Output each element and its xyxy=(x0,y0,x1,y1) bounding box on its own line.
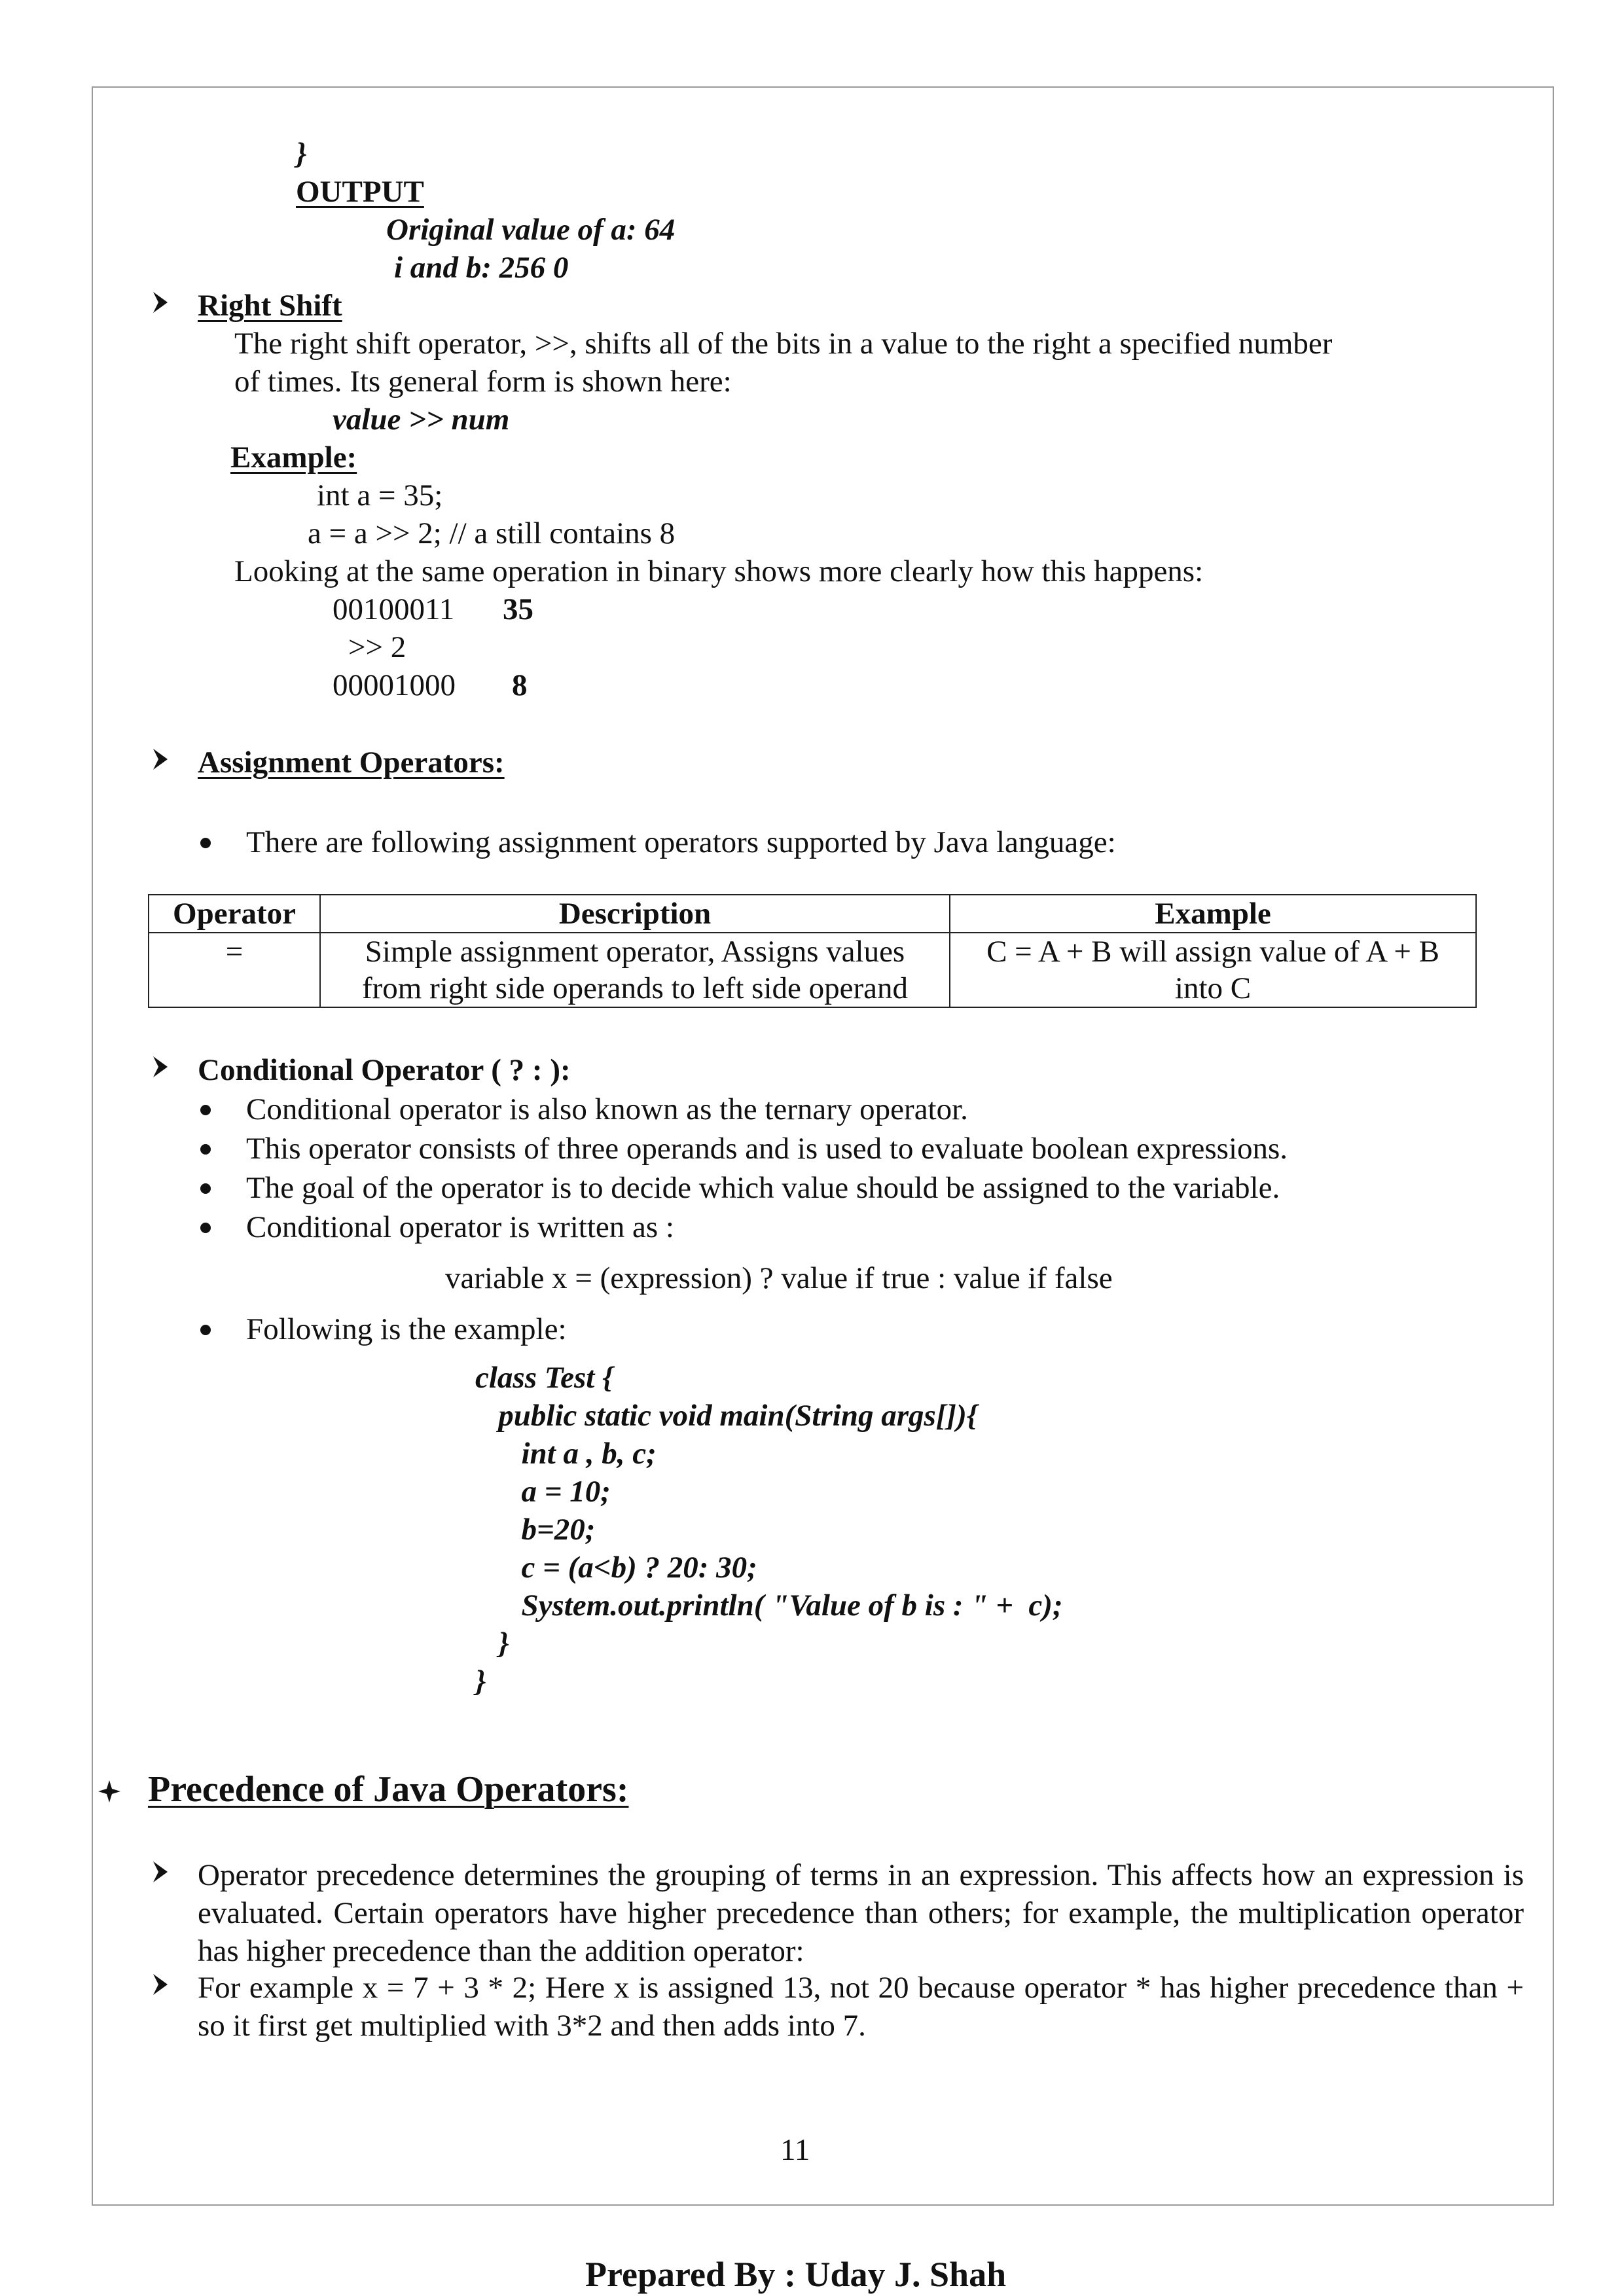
output-label: OUTPUT xyxy=(296,175,424,209)
diamond-bullet-icon xyxy=(98,1780,120,1803)
arrow-bullet-icon xyxy=(152,1860,169,1884)
arrow-bullet-icon xyxy=(152,291,169,314)
cell-line: Simple assignment operator, Assigns values xyxy=(365,935,905,969)
example-label: Example: xyxy=(230,440,357,475)
right-shift-heading: Right Shift xyxy=(198,289,342,323)
binary-value: 8 xyxy=(512,668,528,702)
binary-value: 35 xyxy=(503,592,533,626)
code-line: System.out.println( "Value of b is : " + c); xyxy=(475,1588,1063,1623)
general-form: value >> num xyxy=(333,403,510,437)
table-cell-description xyxy=(320,933,950,1007)
conditional-bullet: Conditional operator is written as : xyxy=(246,1210,674,1244)
page-number: 11 xyxy=(780,2133,810,2167)
assignment-heading: Assignment Operators: xyxy=(198,745,505,780)
right-shift-paragraph: of times. Its general form is shown here: xyxy=(234,365,732,399)
conditional-heading: Conditional Operator ( ? : ): xyxy=(198,1053,571,1087)
bullet-dot xyxy=(200,1325,211,1335)
binary-bits: 00001000 xyxy=(333,668,456,702)
code-line: int a , b, c; xyxy=(475,1437,657,1471)
bullet-dot xyxy=(200,1223,211,1233)
table-header-row xyxy=(149,895,1476,933)
precedence-heading: Precedence of Java Operators: xyxy=(148,1769,629,1810)
code-line: class Test { xyxy=(475,1361,613,1395)
cell-line: into C xyxy=(1174,971,1252,1005)
table-header: Description xyxy=(320,895,950,933)
output-line: Original value of a: 64 xyxy=(386,213,676,247)
bullet-dot xyxy=(200,1183,211,1194)
table-cell-example xyxy=(950,933,1476,1007)
arrow-bullet-icon xyxy=(152,1973,169,1996)
cell-line: C = A + B will assign value of A + B xyxy=(986,935,1439,969)
bullet-dot xyxy=(200,838,211,848)
binary-operator: >> 2 xyxy=(348,630,406,664)
example-code-line: int a = 35; xyxy=(317,478,443,512)
binary-bits: 00100011 xyxy=(333,592,455,626)
table-header: Example xyxy=(950,895,1476,933)
bullet-dot xyxy=(200,1105,211,1115)
conditional-bullet: This operator consists of three operands and is used to evaluate boolean expressions. xyxy=(246,1132,1288,1166)
assignment-bullet: There are following assignment operators supported by Java language: xyxy=(246,825,1116,859)
code-line: } xyxy=(475,1626,509,1660)
conditional-syntax: variable x = (expression) ? value if true : value if false xyxy=(445,1261,1113,1295)
right-shift-paragraph: The right shift operator, >>, shifts all of the bits in a value to the right a specified number xyxy=(234,327,1333,361)
output-line: i and b: 256 0 xyxy=(394,251,569,285)
code-line: c = (a<b) ? 20: 30; xyxy=(475,1551,757,1585)
conditional-bullet: Conditional operator is also known as the ternary operator. xyxy=(246,1092,968,1126)
example-code-line: a = a >> 2; // a still contains 8 xyxy=(308,516,676,550)
code-line: } xyxy=(475,1664,486,1698)
binary-intro: Looking at the same operation in binary shows more clearly how this happens: xyxy=(234,554,1204,588)
closing-brace: } xyxy=(296,137,307,171)
code-line: a = 10; xyxy=(475,1475,611,1509)
table-row xyxy=(149,933,1476,1007)
arrow-bullet-icon xyxy=(152,1055,169,1079)
conditional-example-bullet: Following is the example: xyxy=(246,1312,567,1346)
bullet-dot xyxy=(200,1144,211,1155)
code-line: b=20; xyxy=(475,1513,596,1547)
arrow-bullet-icon xyxy=(152,747,169,771)
precedence-point: For example x = 7 + 3 * 2; Here x is assigned 13, not 20 because operator * has higher precedence than + so it first get multiplied with 3*2 and then adds into 7. xyxy=(198,1971,1524,2043)
code-line: public static void main(String args[]){ xyxy=(475,1399,978,1433)
cell-line: from right side operands to left side operand xyxy=(361,971,909,1005)
precedence-point: Operator precedence determines the grouping of terms in an expression. This affects how an expression is evaluated. Certain operators have higher precedence than others; for example, the multiplication operator has higher precedence than the addition operator: xyxy=(198,1858,1524,1968)
conditional-bullet: The goal of the operator is to decide which value should be assigned to the variable. xyxy=(246,1171,1280,1205)
assignment-operators-table xyxy=(148,894,1477,1008)
footer-credit: Prepared By : Uday J. Shah xyxy=(585,2255,1007,2294)
table-header: Operator xyxy=(149,895,320,933)
table-cell-operator: = xyxy=(149,933,320,1007)
